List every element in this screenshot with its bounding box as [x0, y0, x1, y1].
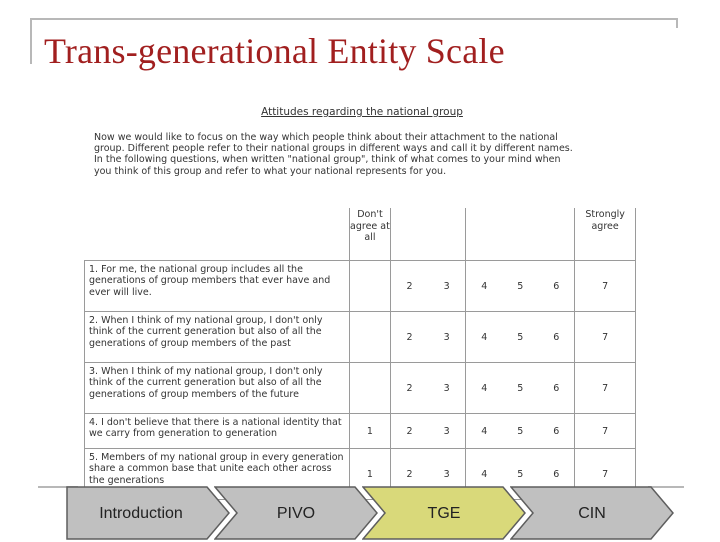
score-cell: 5	[517, 382, 524, 394]
score-cell: 2	[406, 382, 413, 394]
score-group	[390, 363, 465, 414]
score-cell: 3	[443, 425, 450, 437]
score-cell: 3	[443, 468, 450, 480]
score-cell: 7	[575, 363, 636, 414]
score-cell: 5	[517, 468, 524, 480]
score-cell: 6	[553, 331, 560, 343]
score-group	[466, 363, 575, 414]
score-group	[466, 261, 575, 312]
score-group	[390, 312, 465, 363]
score-cell	[350, 312, 391, 363]
table-row	[85, 312, 636, 363]
nav-introduction-button[interactable]	[66, 486, 230, 540]
score-cell: 7	[575, 261, 636, 312]
item-text: 5. Members of my national group in every generation share a common base that unite each other across the generations	[85, 449, 350, 500]
item-text: 4. I don't believe that there is a national identity that we carry from generation to generation	[85, 414, 350, 449]
score-cell: 1	[350, 449, 391, 500]
nav-tge-button[interactable]	[362, 486, 526, 540]
score-cell: 7	[575, 414, 636, 449]
score-cell: 6	[553, 382, 560, 394]
header-item-cell	[85, 208, 350, 261]
rating-scale-table	[84, 208, 636, 500]
nav-pivo-label: PIVO	[276, 505, 316, 522]
score-cell	[350, 261, 391, 312]
item-text: 2. When I think of my national group, I don't only think of the current generation but also of all the generations of group members of the past	[85, 312, 350, 363]
score-cell: 5	[517, 280, 524, 292]
score-cell: 6	[553, 425, 560, 437]
score-group	[390, 414, 465, 449]
score-cell: 4	[481, 382, 488, 394]
questionnaire-intro: Now we would like to focus on the way which people think about their attachment to the national group. Different people refer to their national groups in different ways and call it by different names. In the following questions, when written "national group", think of what comes to your mind when you think of this group and refer to what your national represents for you.	[94, 132, 573, 177]
score-cell	[350, 363, 391, 414]
score-cell: 7	[575, 312, 636, 363]
questionnaire-heading: Attitudes regarding the national group	[261, 106, 463, 118]
item-text: 3. When I think of my national group, I don't only think of the current generation but also of all the generations of group members of the future	[85, 363, 350, 414]
section-nav	[66, 486, 674, 540]
scale-header-row	[85, 208, 636, 261]
frame-line-left	[30, 18, 32, 64]
score-cell: 2	[406, 468, 413, 480]
item-text: 1. For me, the national group includes all the generations of group members that ever have and ever will live.	[85, 261, 350, 312]
nav-pivo-button[interactable]	[214, 486, 378, 540]
score-cell: 2	[406, 425, 413, 437]
slide-title: Trans-generational Entity Scale	[44, 31, 505, 71]
score-cell: 4	[481, 331, 488, 343]
score-cell: 2	[406, 331, 413, 343]
score-cell: 3	[443, 280, 450, 292]
scale-low-label: Don't agree at all	[350, 209, 390, 243]
score-cell: 3	[443, 382, 450, 394]
table-row	[85, 414, 636, 449]
score-cell: 5	[517, 331, 524, 343]
score-cell: 5	[517, 425, 524, 437]
score-cell: 4	[481, 468, 488, 480]
score-cell: 4	[481, 425, 488, 437]
score-cell: 6	[553, 468, 560, 480]
nav-tge-label: TGE	[427, 505, 461, 522]
score-cell: 6	[553, 280, 560, 292]
header-mid-cell-2	[466, 208, 575, 261]
header-mid-cell-1	[390, 208, 465, 261]
frame-line-right	[676, 18, 678, 28]
score-group	[466, 312, 575, 363]
score-group	[466, 414, 575, 449]
nav-cin-button[interactable]	[510, 486, 674, 540]
scale-high-label: Strongly agree	[585, 209, 625, 232]
questionnaire-image	[84, 104, 640, 486]
table-row	[85, 261, 636, 312]
header-low-cell	[350, 208, 391, 261]
frame-line-top	[30, 18, 678, 20]
score-cell: 3	[443, 331, 450, 343]
score-group	[390, 261, 465, 312]
score-cell: 4	[481, 280, 488, 292]
nav-introduction-label: Introduction	[99, 505, 183, 522]
score-cell: 7	[575, 449, 636, 500]
nav-cin-label: CIN	[578, 505, 606, 522]
score-cell: 1	[350, 414, 391, 449]
header-high-cell	[575, 208, 636, 261]
table-row	[85, 363, 636, 414]
score-cell: 2	[406, 280, 413, 292]
